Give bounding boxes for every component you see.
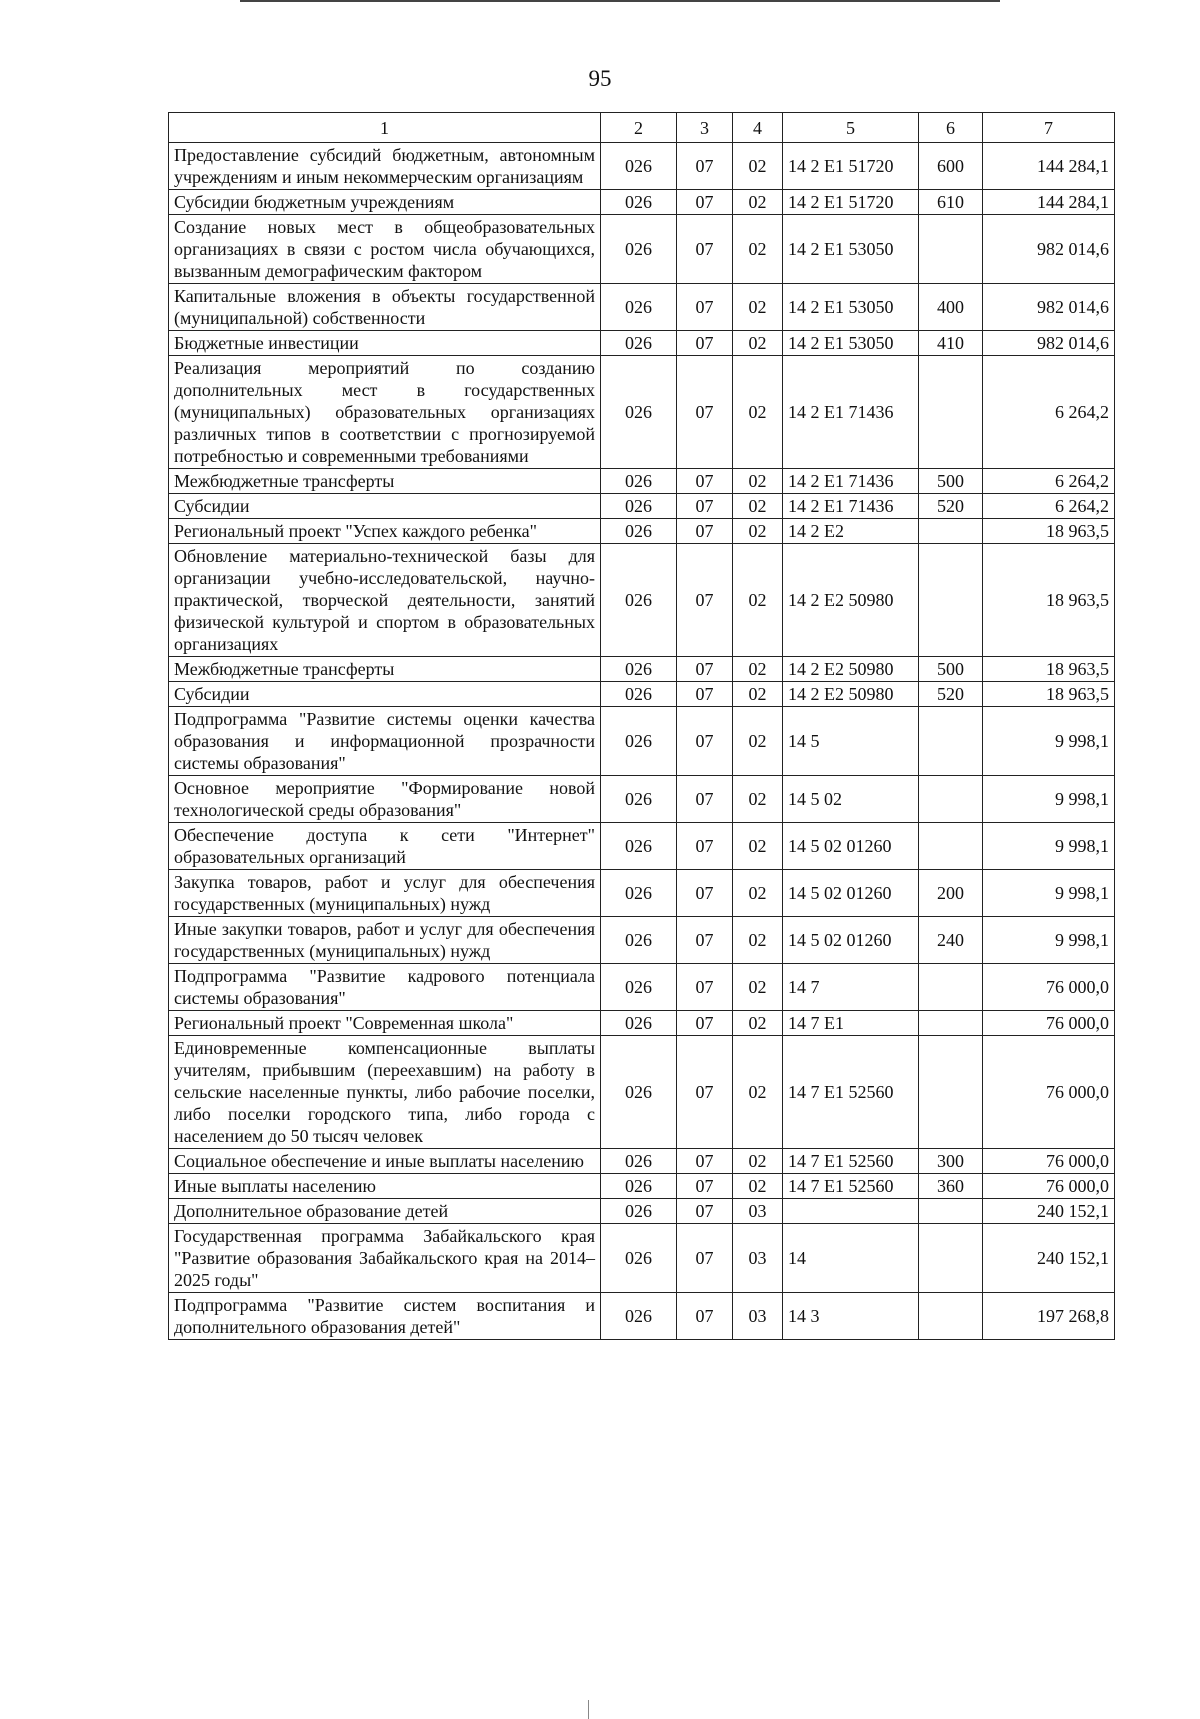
expense-type-cell bbox=[919, 215, 983, 284]
section-code-cell: 07 bbox=[677, 143, 733, 190]
ministry-code-cell: 026 bbox=[601, 917, 677, 964]
ministry-code-cell: 026 bbox=[601, 356, 677, 469]
section-code-cell: 07 bbox=[677, 707, 733, 776]
table-row bbox=[169, 870, 1115, 917]
section-code-cell: 07 bbox=[677, 1149, 733, 1174]
ministry-code-cell: 026 bbox=[601, 657, 677, 682]
table-row bbox=[169, 917, 1115, 964]
table-row bbox=[169, 190, 1115, 215]
table-body bbox=[169, 143, 1115, 1340]
section-code-cell: 07 bbox=[677, 1036, 733, 1149]
ministry-code-cell: 026 bbox=[601, 682, 677, 707]
target-article-cell: 14 2 E1 53050 bbox=[783, 215, 919, 284]
amount-cell: 76 000,0 bbox=[983, 1036, 1115, 1149]
table-row bbox=[169, 356, 1115, 469]
expense-type-cell: 300 bbox=[919, 1149, 983, 1174]
table-row bbox=[169, 657, 1115, 682]
amount-cell: 197 268,8 bbox=[983, 1293, 1115, 1340]
page-number: 95 bbox=[588, 66, 612, 91]
table-row bbox=[169, 707, 1115, 776]
column-header: 1 bbox=[169, 113, 601, 143]
row-name-cell: Подпрограмма "Развитие систем воспитания и дополнительного образования детей" bbox=[169, 1293, 601, 1340]
amount-cell: 240 152,1 bbox=[983, 1199, 1115, 1224]
amount-cell: 982 014,6 bbox=[983, 284, 1115, 331]
table-row bbox=[169, 682, 1115, 707]
section-code-cell: 07 bbox=[677, 964, 733, 1011]
target-article-cell: 14 2 E2 50980 bbox=[783, 657, 919, 682]
expense-type-cell bbox=[919, 1224, 983, 1293]
ministry-code-cell: 026 bbox=[601, 519, 677, 544]
expense-type-cell bbox=[919, 356, 983, 469]
ministry-code-cell: 026 bbox=[601, 215, 677, 284]
subsection-code-cell: 02 bbox=[733, 682, 783, 707]
section-code-cell: 07 bbox=[677, 823, 733, 870]
row-name-cell: Региональный проект "Современная школа" bbox=[169, 1011, 601, 1036]
table-row bbox=[169, 964, 1115, 1011]
target-article-cell: 14 2 E1 51720 bbox=[783, 190, 919, 215]
expense-type-cell bbox=[919, 964, 983, 1011]
amount-cell: 982 014,6 bbox=[983, 215, 1115, 284]
row-name-cell: Субсидии bbox=[169, 682, 601, 707]
section-code-cell: 07 bbox=[677, 190, 733, 215]
row-name-cell: Бюджетные инвестиции bbox=[169, 331, 601, 356]
table-row bbox=[169, 823, 1115, 870]
ministry-code-cell: 026 bbox=[601, 1149, 677, 1174]
subsection-code-cell: 02 bbox=[733, 707, 783, 776]
row-name-cell: Капитальные вложения в объекты государственной (муниципальной) собственности bbox=[169, 284, 601, 331]
row-name-cell: Создание новых мест в общеобразовательных организациях в связи с ростом числа обучающихся, вызванным демографическим фактором bbox=[169, 215, 601, 284]
expense-type-cell: 600 bbox=[919, 143, 983, 190]
row-name-cell: Государственная программа Забайкальского края "Развитие образования Забайкальского края на 2014–2025 годы" bbox=[169, 1224, 601, 1293]
amount-cell: 76 000,0 bbox=[983, 1174, 1115, 1199]
amount-cell: 982 014,6 bbox=[983, 331, 1115, 356]
table-row bbox=[169, 776, 1115, 823]
row-name-cell: Подпрограмма "Развитие кадрового потенциала системы образования" bbox=[169, 964, 601, 1011]
ministry-code-cell: 026 bbox=[601, 190, 677, 215]
amount-cell: 6 264,2 bbox=[983, 469, 1115, 494]
table-row bbox=[169, 1149, 1115, 1174]
table-row bbox=[169, 1224, 1115, 1293]
table-row bbox=[169, 331, 1115, 356]
section-code-cell: 07 bbox=[677, 870, 733, 917]
top-edge-line bbox=[240, 0, 1000, 2]
subsection-code-cell: 02 bbox=[733, 356, 783, 469]
row-name-cell: Региональный проект "Успех каждого ребенка" bbox=[169, 519, 601, 544]
expense-type-cell bbox=[919, 1293, 983, 1340]
table-header-row bbox=[169, 113, 1115, 143]
section-code-cell: 07 bbox=[677, 1293, 733, 1340]
target-article-cell: 14 5 02 01260 bbox=[783, 823, 919, 870]
amount-cell: 9 998,1 bbox=[983, 917, 1115, 964]
amount-cell: 76 000,0 bbox=[983, 1149, 1115, 1174]
subsection-code-cell: 02 bbox=[733, 143, 783, 190]
target-article-cell: 14 5 02 01260 bbox=[783, 917, 919, 964]
column-header: 5 bbox=[783, 113, 919, 143]
column-header: 4 bbox=[733, 113, 783, 143]
table-row bbox=[169, 1036, 1115, 1149]
expense-type-cell bbox=[919, 1036, 983, 1149]
bottom-scan-mark bbox=[588, 1700, 589, 1719]
row-name-cell: Обновление материально-технической базы для организации учебно-исследовательской, научно-практической, творческой деятельности, занятий физической культурой и спортом в образовательных организациях bbox=[169, 544, 601, 657]
row-name-cell: Реализация мероприятий по созданию дополнительных мест в государственных (муниципальных) образовательных организациях различных типов в соответствии с прогнозируемой потребностью и современными требованиями bbox=[169, 356, 601, 469]
section-code-cell: 07 bbox=[677, 1174, 733, 1199]
amount-cell: 144 284,1 bbox=[983, 190, 1115, 215]
section-code-cell: 07 bbox=[677, 1199, 733, 1224]
section-code-cell: 07 bbox=[677, 682, 733, 707]
row-name-cell: Дополнительное образование детей bbox=[169, 1199, 601, 1224]
target-article-cell: 14 2 E1 51720 bbox=[783, 143, 919, 190]
ministry-code-cell: 026 bbox=[601, 544, 677, 657]
section-code-cell: 07 bbox=[677, 331, 733, 356]
expense-type-cell bbox=[919, 1199, 983, 1224]
table-row bbox=[169, 1293, 1115, 1340]
expense-type-cell bbox=[919, 519, 983, 544]
expense-type-cell bbox=[919, 1011, 983, 1036]
amount-cell: 6 264,2 bbox=[983, 494, 1115, 519]
subsection-code-cell: 02 bbox=[733, 284, 783, 331]
row-name-cell: Предоставление субсидий бюджетным, автономным учреждениям и иным некоммерческим организациям bbox=[169, 143, 601, 190]
amount-cell: 9 998,1 bbox=[983, 870, 1115, 917]
section-code-cell: 07 bbox=[677, 469, 733, 494]
table-row bbox=[169, 469, 1115, 494]
table-row bbox=[169, 1199, 1115, 1224]
ministry-code-cell: 026 bbox=[601, 143, 677, 190]
amount-cell: 18 963,5 bbox=[983, 682, 1115, 707]
column-header: 7 bbox=[983, 113, 1115, 143]
table-row bbox=[169, 519, 1115, 544]
row-name-cell: Основное мероприятие "Формирование новой технологической среды образования" bbox=[169, 776, 601, 823]
target-article-cell: 14 bbox=[783, 1224, 919, 1293]
row-name-cell: Субсидии bbox=[169, 494, 601, 519]
table-row bbox=[169, 1011, 1115, 1036]
table-row bbox=[169, 284, 1115, 331]
expense-type-cell: 200 bbox=[919, 870, 983, 917]
section-code-cell: 07 bbox=[677, 519, 733, 544]
target-article-cell: 14 7 E1 bbox=[783, 1011, 919, 1036]
target-article-cell: 14 3 bbox=[783, 1293, 919, 1340]
target-article-cell: 14 7 E1 52560 bbox=[783, 1036, 919, 1149]
expense-type-cell: 410 bbox=[919, 331, 983, 356]
expense-type-cell bbox=[919, 707, 983, 776]
section-code-cell: 07 bbox=[677, 657, 733, 682]
subsection-code-cell: 02 bbox=[733, 1149, 783, 1174]
table-row bbox=[169, 215, 1115, 284]
expense-type-cell: 500 bbox=[919, 469, 983, 494]
target-article-cell: 14 5 bbox=[783, 707, 919, 776]
row-name-cell: Подпрограмма "Развитие системы оценки качества образования и информационной прозрачности системы образования" bbox=[169, 707, 601, 776]
amount-cell: 18 963,5 bbox=[983, 544, 1115, 657]
section-code-cell: 07 bbox=[677, 284, 733, 331]
ministry-code-cell: 026 bbox=[601, 469, 677, 494]
target-article-cell: 14 5 02 bbox=[783, 776, 919, 823]
row-name-cell: Иные закупки товаров, работ и услуг для обеспечения государственных (муниципальных) нужд bbox=[169, 917, 601, 964]
target-article-cell: 14 2 E2 bbox=[783, 519, 919, 544]
ministry-code-cell: 026 bbox=[601, 1224, 677, 1293]
ministry-code-cell: 026 bbox=[601, 1011, 677, 1036]
ministry-code-cell: 026 bbox=[601, 331, 677, 356]
subsection-code-cell: 02 bbox=[733, 215, 783, 284]
subsection-code-cell: 02 bbox=[733, 657, 783, 682]
subsection-code-cell: 02 bbox=[733, 964, 783, 1011]
section-code-cell: 07 bbox=[677, 1011, 733, 1036]
subsection-code-cell: 02 bbox=[733, 469, 783, 494]
ministry-code-cell: 026 bbox=[601, 870, 677, 917]
section-code-cell: 07 bbox=[677, 917, 733, 964]
row-name-cell: Закупка товаров, работ и услуг для обеспечения государственных (муниципальных) нужд bbox=[169, 870, 601, 917]
target-article-cell: 14 2 E2 50980 bbox=[783, 682, 919, 707]
target-article-cell: 14 2 E1 71436 bbox=[783, 356, 919, 469]
amount-cell: 240 152,1 bbox=[983, 1224, 1115, 1293]
table-row bbox=[169, 544, 1115, 657]
amount-cell: 76 000,0 bbox=[983, 1011, 1115, 1036]
target-article-cell: 14 2 E1 53050 bbox=[783, 331, 919, 356]
ministry-code-cell: 026 bbox=[601, 494, 677, 519]
subsection-code-cell: 02 bbox=[733, 519, 783, 544]
expense-type-cell bbox=[919, 823, 983, 870]
target-article-cell: 14 2 E1 71436 bbox=[783, 469, 919, 494]
row-name-cell: Субсидии бюджетным учреждениям bbox=[169, 190, 601, 215]
budget-table bbox=[168, 112, 1115, 1340]
subsection-code-cell: 03 bbox=[733, 1224, 783, 1293]
subsection-code-cell: 02 bbox=[733, 870, 783, 917]
table-row bbox=[169, 143, 1115, 190]
expense-type-cell: 610 bbox=[919, 190, 983, 215]
row-name-cell: Социальное обеспечение и иные выплаты населению bbox=[169, 1149, 601, 1174]
target-article-cell: 14 2 E2 50980 bbox=[783, 544, 919, 657]
table-row bbox=[169, 494, 1115, 519]
target-article-cell bbox=[783, 1199, 919, 1224]
subsection-code-cell: 02 bbox=[733, 190, 783, 215]
column-header: 2 bbox=[601, 113, 677, 143]
ministry-code-cell: 026 bbox=[601, 1036, 677, 1149]
amount-cell: 144 284,1 bbox=[983, 143, 1115, 190]
amount-cell: 9 998,1 bbox=[983, 823, 1115, 870]
row-name-cell: Межбюджетные трансферты bbox=[169, 657, 601, 682]
expense-type-cell: 520 bbox=[919, 682, 983, 707]
subsection-code-cell: 02 bbox=[733, 494, 783, 519]
section-code-cell: 07 bbox=[677, 215, 733, 284]
row-name-cell: Межбюджетные трансферты bbox=[169, 469, 601, 494]
amount-cell: 18 963,5 bbox=[983, 657, 1115, 682]
row-name-cell: Единовременные компенсационные выплаты учителям, прибывшим (переехавшим) на работу в сельские населенные пункты, либо рабочие поселки, либо поселки городского типа, либо города с населением до 50 тысяч человек bbox=[169, 1036, 601, 1149]
target-article-cell: 14 2 E1 71436 bbox=[783, 494, 919, 519]
ministry-code-cell: 026 bbox=[601, 707, 677, 776]
subsection-code-cell: 02 bbox=[733, 331, 783, 356]
subsection-code-cell: 02 bbox=[733, 823, 783, 870]
expense-type-cell bbox=[919, 776, 983, 823]
ministry-code-cell: 026 bbox=[601, 823, 677, 870]
target-article-cell: 14 7 E1 52560 bbox=[783, 1174, 919, 1199]
section-code-cell: 07 bbox=[677, 494, 733, 519]
section-code-cell: 07 bbox=[677, 356, 733, 469]
expense-type-cell: 400 bbox=[919, 284, 983, 331]
target-article-cell: 14 7 bbox=[783, 964, 919, 1011]
subsection-code-cell: 03 bbox=[733, 1293, 783, 1340]
subsection-code-cell: 02 bbox=[733, 1036, 783, 1149]
ministry-code-cell: 026 bbox=[601, 284, 677, 331]
row-name-cell: Иные выплаты населению bbox=[169, 1174, 601, 1199]
ministry-code-cell: 026 bbox=[601, 776, 677, 823]
expense-type-cell: 360 bbox=[919, 1174, 983, 1199]
ministry-code-cell: 026 bbox=[601, 1174, 677, 1199]
section-code-cell: 07 bbox=[677, 544, 733, 657]
amount-cell: 6 264,2 bbox=[983, 356, 1115, 469]
amount-cell: 9 998,1 bbox=[983, 776, 1115, 823]
target-article-cell: 14 5 02 01260 bbox=[783, 870, 919, 917]
target-article-cell: 14 2 E1 53050 bbox=[783, 284, 919, 331]
ministry-code-cell: 026 bbox=[601, 1293, 677, 1340]
column-header: 6 bbox=[919, 113, 983, 143]
expense-type-cell: 520 bbox=[919, 494, 983, 519]
subsection-code-cell: 02 bbox=[733, 776, 783, 823]
amount-cell: 18 963,5 bbox=[983, 519, 1115, 544]
expense-type-cell: 240 bbox=[919, 917, 983, 964]
expense-type-cell bbox=[919, 544, 983, 657]
expense-type-cell: 500 bbox=[919, 657, 983, 682]
ministry-code-cell: 026 bbox=[601, 964, 677, 1011]
amount-cell: 9 998,1 bbox=[983, 707, 1115, 776]
row-name-cell: Обеспечение доступа к сети "Интернет" образовательных организаций bbox=[169, 823, 601, 870]
section-code-cell: 07 bbox=[677, 776, 733, 823]
subsection-code-cell: 02 bbox=[733, 544, 783, 657]
section-code-cell: 07 bbox=[677, 1224, 733, 1293]
subsection-code-cell: 02 bbox=[733, 1174, 783, 1199]
column-header: 3 bbox=[677, 113, 733, 143]
ministry-code-cell: 026 bbox=[601, 1199, 677, 1224]
subsection-code-cell: 03 bbox=[733, 1199, 783, 1224]
subsection-code-cell: 02 bbox=[733, 917, 783, 964]
target-article-cell: 14 7 E1 52560 bbox=[783, 1149, 919, 1174]
amount-cell: 76 000,0 bbox=[983, 964, 1115, 1011]
subsection-code-cell: 02 bbox=[733, 1011, 783, 1036]
table-row bbox=[169, 1174, 1115, 1199]
